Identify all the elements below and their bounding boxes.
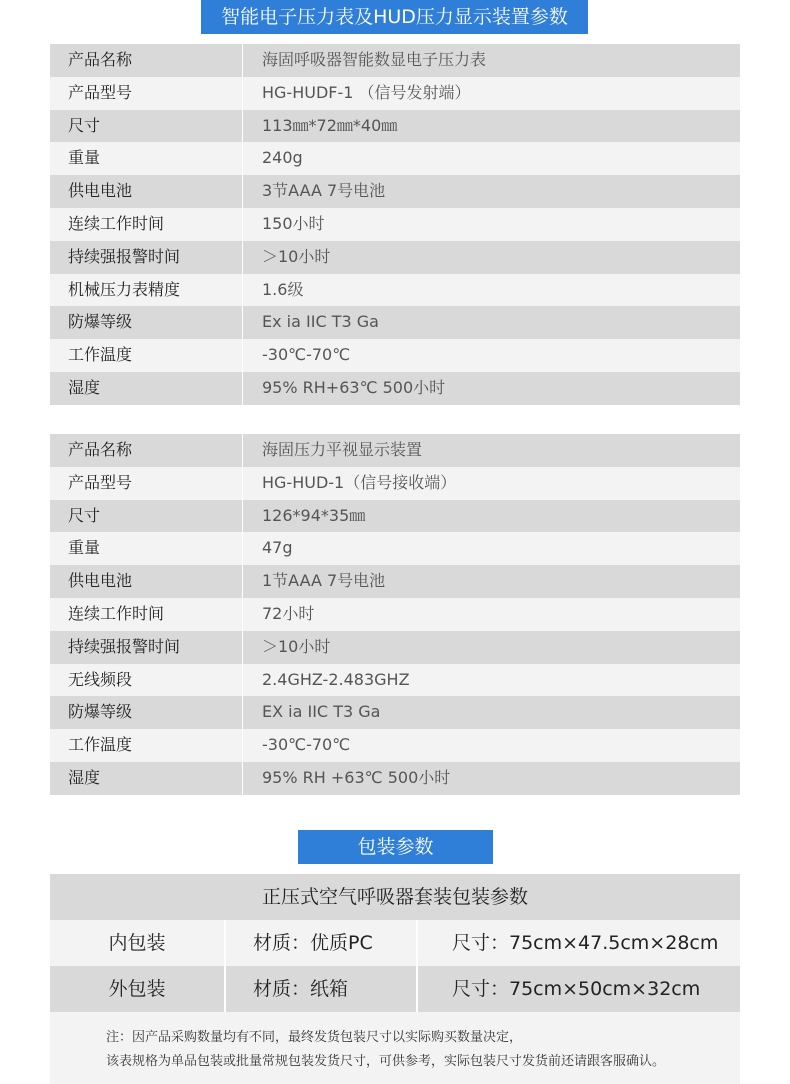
spec-row — [50, 208, 740, 241]
spec-label: 无线频段 — [50, 664, 243, 697]
spec-value: 3节AAA 7号电池 — [262, 181, 386, 201]
spec-value: 72小时 — [262, 603, 315, 623]
spec-value: 1.6级 — [262, 279, 304, 299]
spec-label: 产品名称 — [50, 434, 243, 467]
spec-row — [50, 274, 740, 307]
package-size: 尺寸：75cm×47.5cm×28cm — [452, 932, 719, 954]
spec-value: 150小时 — [262, 213, 325, 233]
packaging-table — [50, 874, 740, 1084]
packaging-row-outer — [50, 966, 740, 1012]
spec-row — [50, 631, 740, 664]
spec-value: 113㎜*72㎜*40㎜ — [262, 115, 398, 135]
packaging-banner: 包装参数 — [298, 830, 493, 864]
main-title-banner: 智能电子压力表及HUD压力显示装置参数 — [201, 0, 588, 34]
spec-table-receiver — [50, 434, 740, 795]
spec-label: 机械压力表精度 — [50, 274, 243, 307]
spec-label: 湿度 — [50, 372, 243, 405]
spec-label: 产品型号 — [50, 77, 243, 110]
spec-value: ＞10小时 — [262, 636, 331, 656]
package-size: 尺寸：75cm×50cm×32cm — [452, 978, 701, 1000]
note-line: 该表规格为单品包装或批量常规包装发货尺寸，可供参考，实际包装尺寸发货前还请跟客服确认。 — [106, 1054, 666, 1069]
package-material: 材质：纸箱 — [226, 966, 418, 1012]
spec-row — [50, 339, 740, 372]
packaging-table-title: 正压式空气呼吸器套装包装参数 — [50, 874, 740, 920]
spec-value: 1节AAA 7号电池 — [262, 571, 386, 591]
spec-value: 海固压力平视显示装置 — [262, 440, 423, 459]
spec-label: 重量 — [50, 142, 243, 175]
spec-label: 湿度 — [50, 762, 243, 795]
spec-row — [50, 77, 740, 110]
spec-value: 95% RH +63℃ 500小时 — [262, 767, 451, 787]
spec-label: 防爆等级 — [50, 306, 243, 339]
spec-value: 95% RH+63℃ 500小时 — [262, 377, 446, 397]
spec-row — [50, 729, 740, 762]
spec-row — [50, 434, 740, 467]
note-line: 注：因产品采购数量均有不同，最终发货包装尺寸以实际购买数量决定， — [106, 1030, 523, 1045]
spec-label: 持续强报警时间 — [50, 631, 243, 664]
package-material: 材质：优质PC — [226, 920, 418, 966]
spec-label: 持续强报警时间 — [50, 241, 243, 274]
spec-label: 防爆等级 — [50, 696, 243, 729]
spec-row — [50, 565, 740, 598]
spec-value: 240g — [262, 148, 303, 168]
packaging-row-inner — [50, 920, 740, 966]
package-type: 外包装 — [50, 966, 226, 1012]
spec-row — [50, 110, 740, 143]
spec-label: 供电电池 — [50, 565, 243, 598]
spec-row — [50, 175, 740, 208]
packaging-notes — [50, 1012, 740, 1084]
spec-value: 47g — [262, 538, 293, 558]
spec-value: 海固呼吸器智能数显电子压力表 — [262, 50, 487, 69]
spec-value: 2.4GHZ-2.483GHZ — [262, 669, 410, 689]
spec-value: -30℃-70℃ — [262, 345, 351, 365]
spec-label: 连续工作时间 — [50, 598, 243, 631]
spec-value: -30℃-70℃ — [262, 735, 351, 755]
spec-row — [50, 142, 740, 175]
spec-row — [50, 306, 740, 339]
spec-row — [50, 241, 740, 274]
spec-label: 供电电池 — [50, 175, 243, 208]
spec-row — [50, 372, 740, 405]
spec-label: 尺寸 — [50, 500, 243, 533]
spec-label: 尺寸 — [50, 110, 243, 143]
spec-value: 126*94*35㎜ — [262, 505, 366, 525]
spec-table-transmitter — [50, 44, 740, 405]
spec-label: 连续工作时间 — [50, 208, 243, 241]
spec-value: ＞10小时 — [262, 246, 331, 266]
spec-value: EX ia IIC T3 Ga — [262, 702, 381, 722]
package-type: 内包装 — [50, 920, 226, 966]
spec-row — [50, 762, 740, 795]
spec-row — [50, 696, 740, 729]
spec-row — [50, 664, 740, 697]
spec-row — [50, 598, 740, 631]
spec-value: HG-HUD-1（信号接收端） — [262, 472, 457, 492]
spec-label: 产品名称 — [50, 44, 243, 77]
spec-label: 工作温度 — [50, 339, 243, 372]
spec-value: HG-HUDF-1 （信号发射端） — [262, 82, 471, 102]
spec-label: 工作温度 — [50, 729, 243, 762]
spec-row — [50, 467, 740, 500]
spec-value: Ex ia IIC T3 Ga — [262, 312, 379, 332]
spec-label: 重量 — [50, 532, 243, 565]
spec-row — [50, 44, 740, 77]
spec-row — [50, 500, 740, 533]
spec-label: 产品型号 — [50, 467, 243, 500]
spec-row — [50, 532, 740, 565]
